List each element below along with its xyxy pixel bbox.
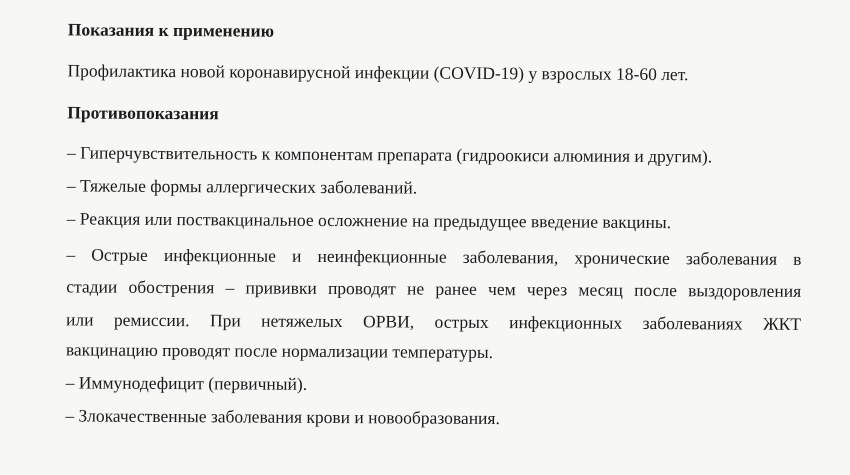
contraindication-item-continuation: или ремиссии. При нетяжелых ОРВИ, острых инфекционных заболеваниях ЖКТ (65, 309, 802, 334)
contraindication-item-continuation: вакцинацию проводят после нормализации температуры. (65, 339, 494, 363)
contraindication-item: – Реакция или поствакцинальное осложнение на предыдущее введение вакцины. (66, 208, 672, 233)
indications-text: Профилактика новой коронавирусной инфекции (COVID-19) у взрослых 18-60 лет. (67, 60, 689, 85)
indications-heading: Показания к применению (67, 19, 275, 41)
contraindication-item: – Злокачественные заболевания крови и новообразования. (65, 405, 500, 429)
contraindication-item: – Острые инфекционные и неинфекционные заболевания, хронические заболевания в (66, 244, 802, 269)
contraindication-item-continuation: стадии обострения – прививки проводят не ранее чем через месяц после выздоровления (66, 276, 802, 301)
contraindication-item: – Иммунодефицит (первичный). (65, 372, 308, 394)
contraindication-item: – Гиперчувствительность к компонентам препарата (гидроокиси алюминия и другим). (67, 142, 713, 167)
contraindications-heading: Противопоказания (67, 102, 219, 124)
contraindication-item: – Тяжелые формы аллергических заболеваний. (66, 175, 418, 198)
